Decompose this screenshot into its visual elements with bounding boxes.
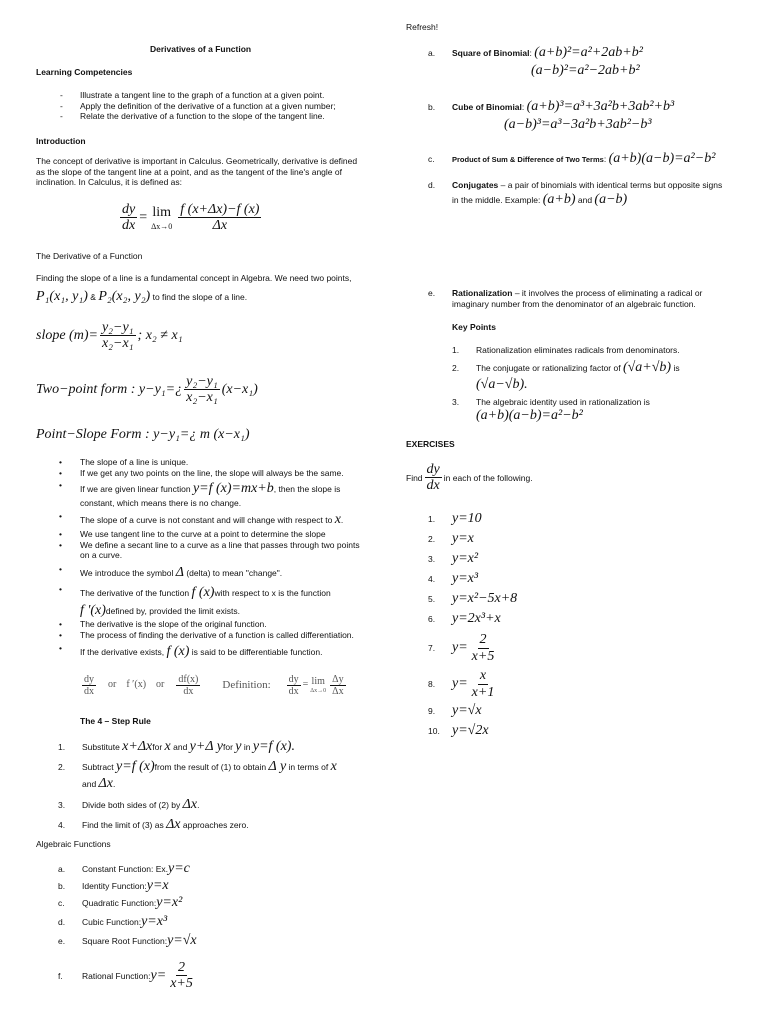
key-points-list	[452, 345, 742, 425]
list-item: 3. y=x²	[428, 551, 479, 566]
refresh-item-a: a. Square of Binomial : (a+b)²=a²+2ab+b² (a−b)²=a²−2ab+b²	[428, 45, 643, 78]
list-item: a. Constant Function: Ex. y=c	[58, 861, 190, 876]
slope-formula: slope (m)= $\frac{\text{y₂−y₁}}{\text{x₂−x₁}}$ ; x₂ ≠ x₁	[36, 320, 183, 352]
list-item: 2. Subtract y=f (x)from the result of (1) to obtain Δ y in terms of x and Δx.	[58, 758, 337, 791]
list-item: • The process of finding the derivative of a function is called differentiation.	[58, 630, 368, 641]
refresh-heading: Refresh!	[406, 22, 439, 32]
list-item: • If we are given linear function y=f (x)=mx+b, then the slope is constant, which means there is no change.	[58, 480, 368, 508]
list-item: 9. y=√x	[428, 703, 482, 718]
exercise-list	[428, 510, 628, 742]
list-item: 3. The algebraic identity used in rationalization is (a+b)(a−b)=a²−b²	[452, 396, 650, 424]
list-item: 3. Divide both sides of (2) by Δx.	[58, 796, 200, 812]
list-item: 4. Find the limit of (3) as Δx approaches zero.	[58, 817, 249, 832]
list-item: f. Rational Function: y= $\frac{2}{x+5}$	[58, 960, 193, 992]
point-slope-formula: Point−Slope Form : y−y₁=¿ m (x−x₁)	[36, 427, 250, 442]
intro-heading: Introduction	[36, 136, 86, 146]
competencies-heading: Learning Competencies	[36, 67, 133, 77]
list-item: 2. The conjugate or rationalizing factor of (√a+√b) is (√a−√b).	[452, 359, 680, 393]
refresh-item-d: d. Conjugates – a pair of binomials with identical terms but opposite signs in the middle. Example: (a+b) and (a−b)	[428, 180, 723, 207]
list-item: - Apply the definition of the derivative of a function at a given number;	[60, 100, 336, 111]
list-item: e. Square Root Function: y=√x	[58, 933, 197, 948]
two-point-formula: Two−point form : y−y₁=¿ $\frac{\text{y₂−y₁}}{\text{x₂−x₁}}$ (x−x₁)	[36, 374, 258, 406]
four-step-heading: The 4 – Step Rule	[80, 716, 151, 726]
list-item: • The slope of a line is unique.	[58, 457, 368, 468]
list-item: • The derivative is the slope of the original function.	[58, 619, 368, 630]
list-item: 1. y=10	[428, 511, 482, 526]
derivative-notation: $\frac{dy}{dx}$ or f ′(x) or $\frac{df(x)}{dx}$ Definition: $\frac{dy}{dx}$ = lim Δx→0 $\frac{\Delta y}{\Delta x}$	[84, 674, 344, 697]
points-line: P₁(x₁, y₁) & P₂(x₂, y₂) to find the slope of a line.	[36, 289, 248, 304]
list-item: - Relate the derivative of a function to the slope of the tangent line.	[60, 111, 325, 122]
list-item: 1. Rationalization eliminates radicals from denominators.	[452, 345, 680, 355]
list-item: • If we get any two points on the line, the slope will always be the same.	[58, 468, 368, 479]
list-item: d. Cubic Function: y=x³	[58, 914, 168, 929]
list-item: 6. y=2x³+x	[428, 611, 501, 626]
list-item: 2. y=x	[428, 531, 474, 546]
page-title: Derivatives of a Function	[150, 44, 252, 54]
list-item: • We define a secant line to a curve as a line that passes through two points on a curve.	[58, 540, 368, 561]
list-item: 5. y=x²−5x+8	[428, 591, 518, 606]
list-item: • We introduce the symbol Δ (delta) to mean "change".	[58, 564, 368, 582]
refresh-item-e: e. Rationalization – it involves the process of eliminating a radical or imaginary number from the denominator of an algebraic function.	[428, 288, 703, 309]
list-item: • The derivative of the function f (x)with respect to x is the function f '(x)defined by, provided the limit exists.	[58, 584, 368, 619]
intro-text: The concept of derivative is important in Calculus. Geometrically, derivative is defined as the slope of the tangent line at a point, and as the tangent of the line's angle of inclination. In Calculus, it is defined as:	[36, 156, 358, 188]
step-list	[58, 738, 368, 834]
list-item: 10. y=√2x	[428, 723, 489, 738]
list-item: b. Identity Function: y=x	[58, 878, 169, 893]
exercises-heading: EXERCISES	[406, 439, 455, 449]
list-item: 7. y= $\frac{2}{x+5}$	[428, 632, 495, 664]
slope-intro: Finding the slope of a line is a fundamental concept in Algebra. We need two points,	[36, 273, 352, 283]
algebraic-heading: Algebraic Functions	[36, 839, 111, 849]
derivative-heading: The Derivative of a Function	[36, 251, 143, 261]
refresh-item-b: b. Cube of Binomial : (a+b)³=a³+3a²b+3ab²+b³ (a−b)³=a³−3a²b+3ab²−b³	[428, 99, 675, 132]
derivative-definition-formula: $\frac{dy}{dx}$ = lim Δx→0 $\frac{f (x+\Delta x)-f (x)}{\Delta x}$	[122, 202, 260, 234]
list-item: 4. y=x³	[428, 571, 479, 586]
list-item: • If the derivative exists, f (x) is said to be differentiable function.	[58, 643, 368, 661]
list-item: - Illustrate a tangent line to the graph of a function at a given point.	[60, 90, 325, 100]
refresh-item-c: c. Product of Sum & Difference of Two Terms : (a+b)(a−b)=a²−b²	[428, 151, 716, 166]
list-item: c. Quadratic Function: y=x²	[58, 895, 183, 910]
bullet-list	[58, 457, 368, 660]
list-item: • The slope of a curve is not constant and will change with respect to x.	[58, 511, 368, 529]
list-item: 1. Substitute x+Δxfor x and y+Δ yfor y in y=f (x).	[58, 739, 295, 754]
key-points-heading: Key Points	[452, 322, 496, 332]
list-item: • We use tangent line to the curve at a point to determine the slope	[58, 529, 368, 540]
list-item: 8. y= $\frac{x}{x+1}$	[428, 668, 495, 700]
algebraic-list	[58, 860, 358, 992]
competencies-list	[60, 90, 360, 122]
exercises-instruction: Find $\frac{dy}{dx}$ in each of the following.	[406, 462, 533, 494]
